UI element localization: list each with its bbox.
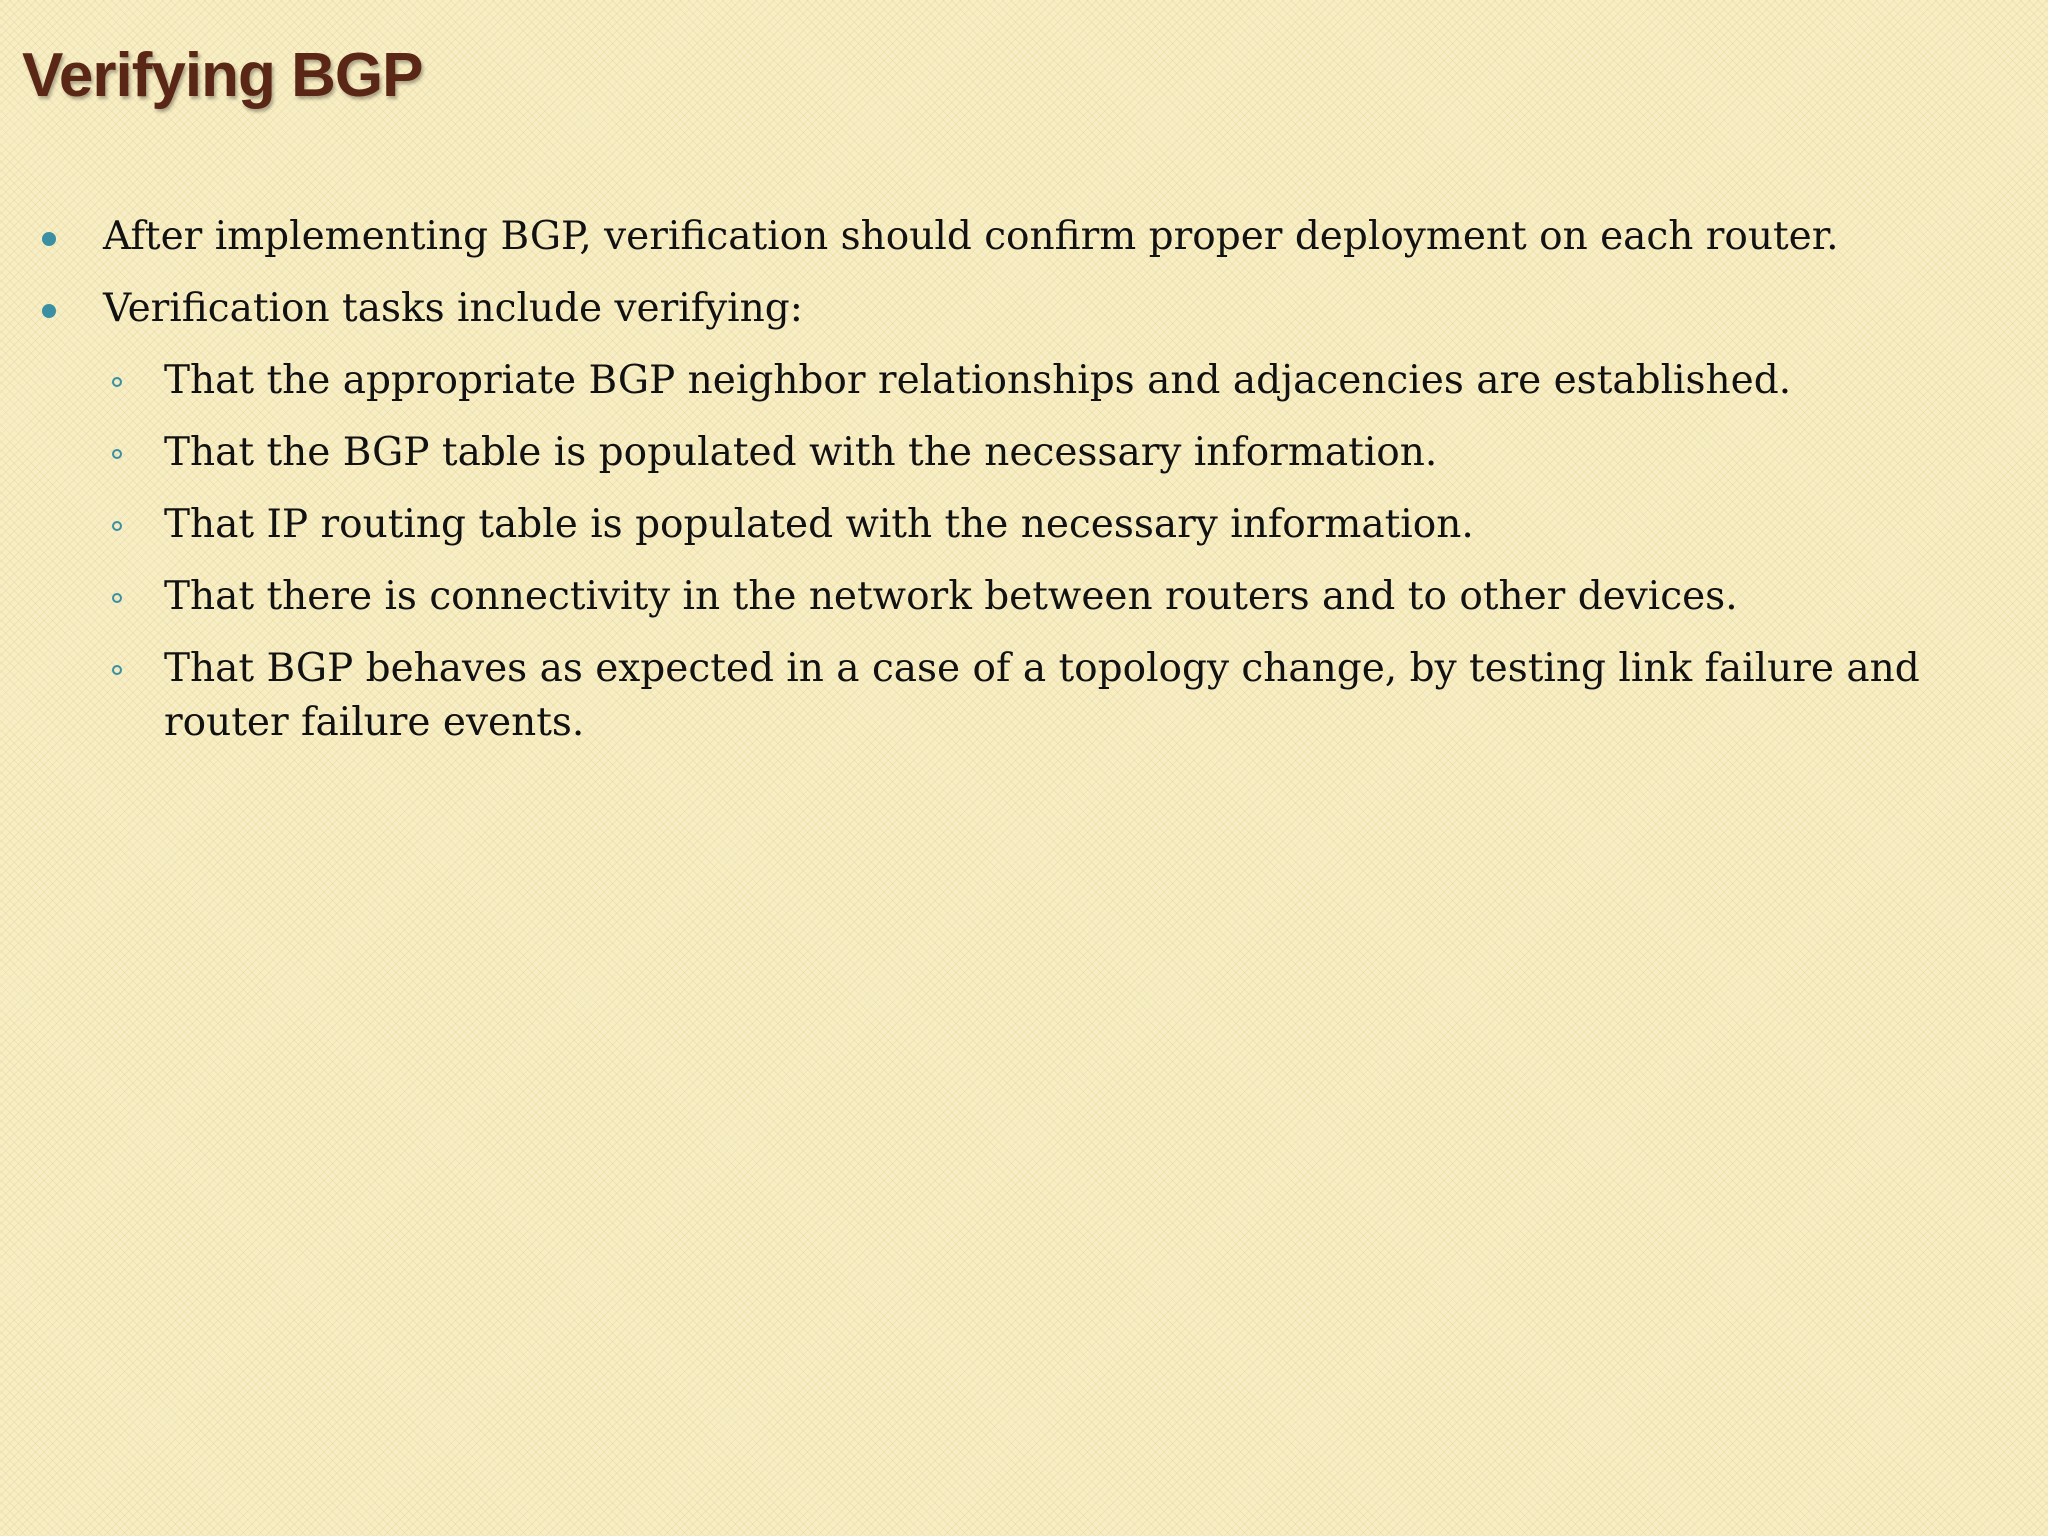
list-item-text: After implementing BGP, verification should confirm proper deployment on each router. — [103, 214, 1839, 259]
bullet-ring-icon — [112, 665, 122, 675]
sub-list-item — [0, 570, 2004, 624]
sub-list-item-text: That the appropriate BGP neighbor relationships and adjacencies are established. — [164, 358, 1792, 403]
slide-title: Verifying BGP — [22, 41, 423, 110]
list-item — [0, 210, 2003, 264]
bullet-ring-icon — [112, 377, 122, 387]
bullet-dot-icon — [42, 232, 56, 246]
sub-list-item — [0, 354, 2004, 408]
bullet-list — [0, 210, 2048, 768]
sub-list-item — [0, 426, 2004, 480]
bullet-ring-icon — [112, 521, 122, 531]
bullet-dot-icon — [42, 304, 56, 318]
bullet-ring-icon — [112, 449, 122, 459]
bullet-ring-icon — [112, 593, 122, 603]
sub-list-item-text: That IP routing table is populated with the necessary information. — [164, 502, 1474, 547]
sub-list-item — [0, 498, 2004, 552]
sub-list-item-text: That BGP behaves as expected in a case of a topology change, by testing link failure and router failure events. — [164, 646, 1920, 745]
sub-list-item — [0, 642, 2004, 750]
sub-list-item-text: That the BGP table is populated with the necessary information. — [164, 430, 1438, 475]
list-item-text: Verification tasks include verifying: — [103, 286, 803, 331]
list-item — [0, 282, 2003, 336]
sub-list-item-text: That there is connectivity in the network between routers and to other devices. — [164, 574, 1738, 619]
